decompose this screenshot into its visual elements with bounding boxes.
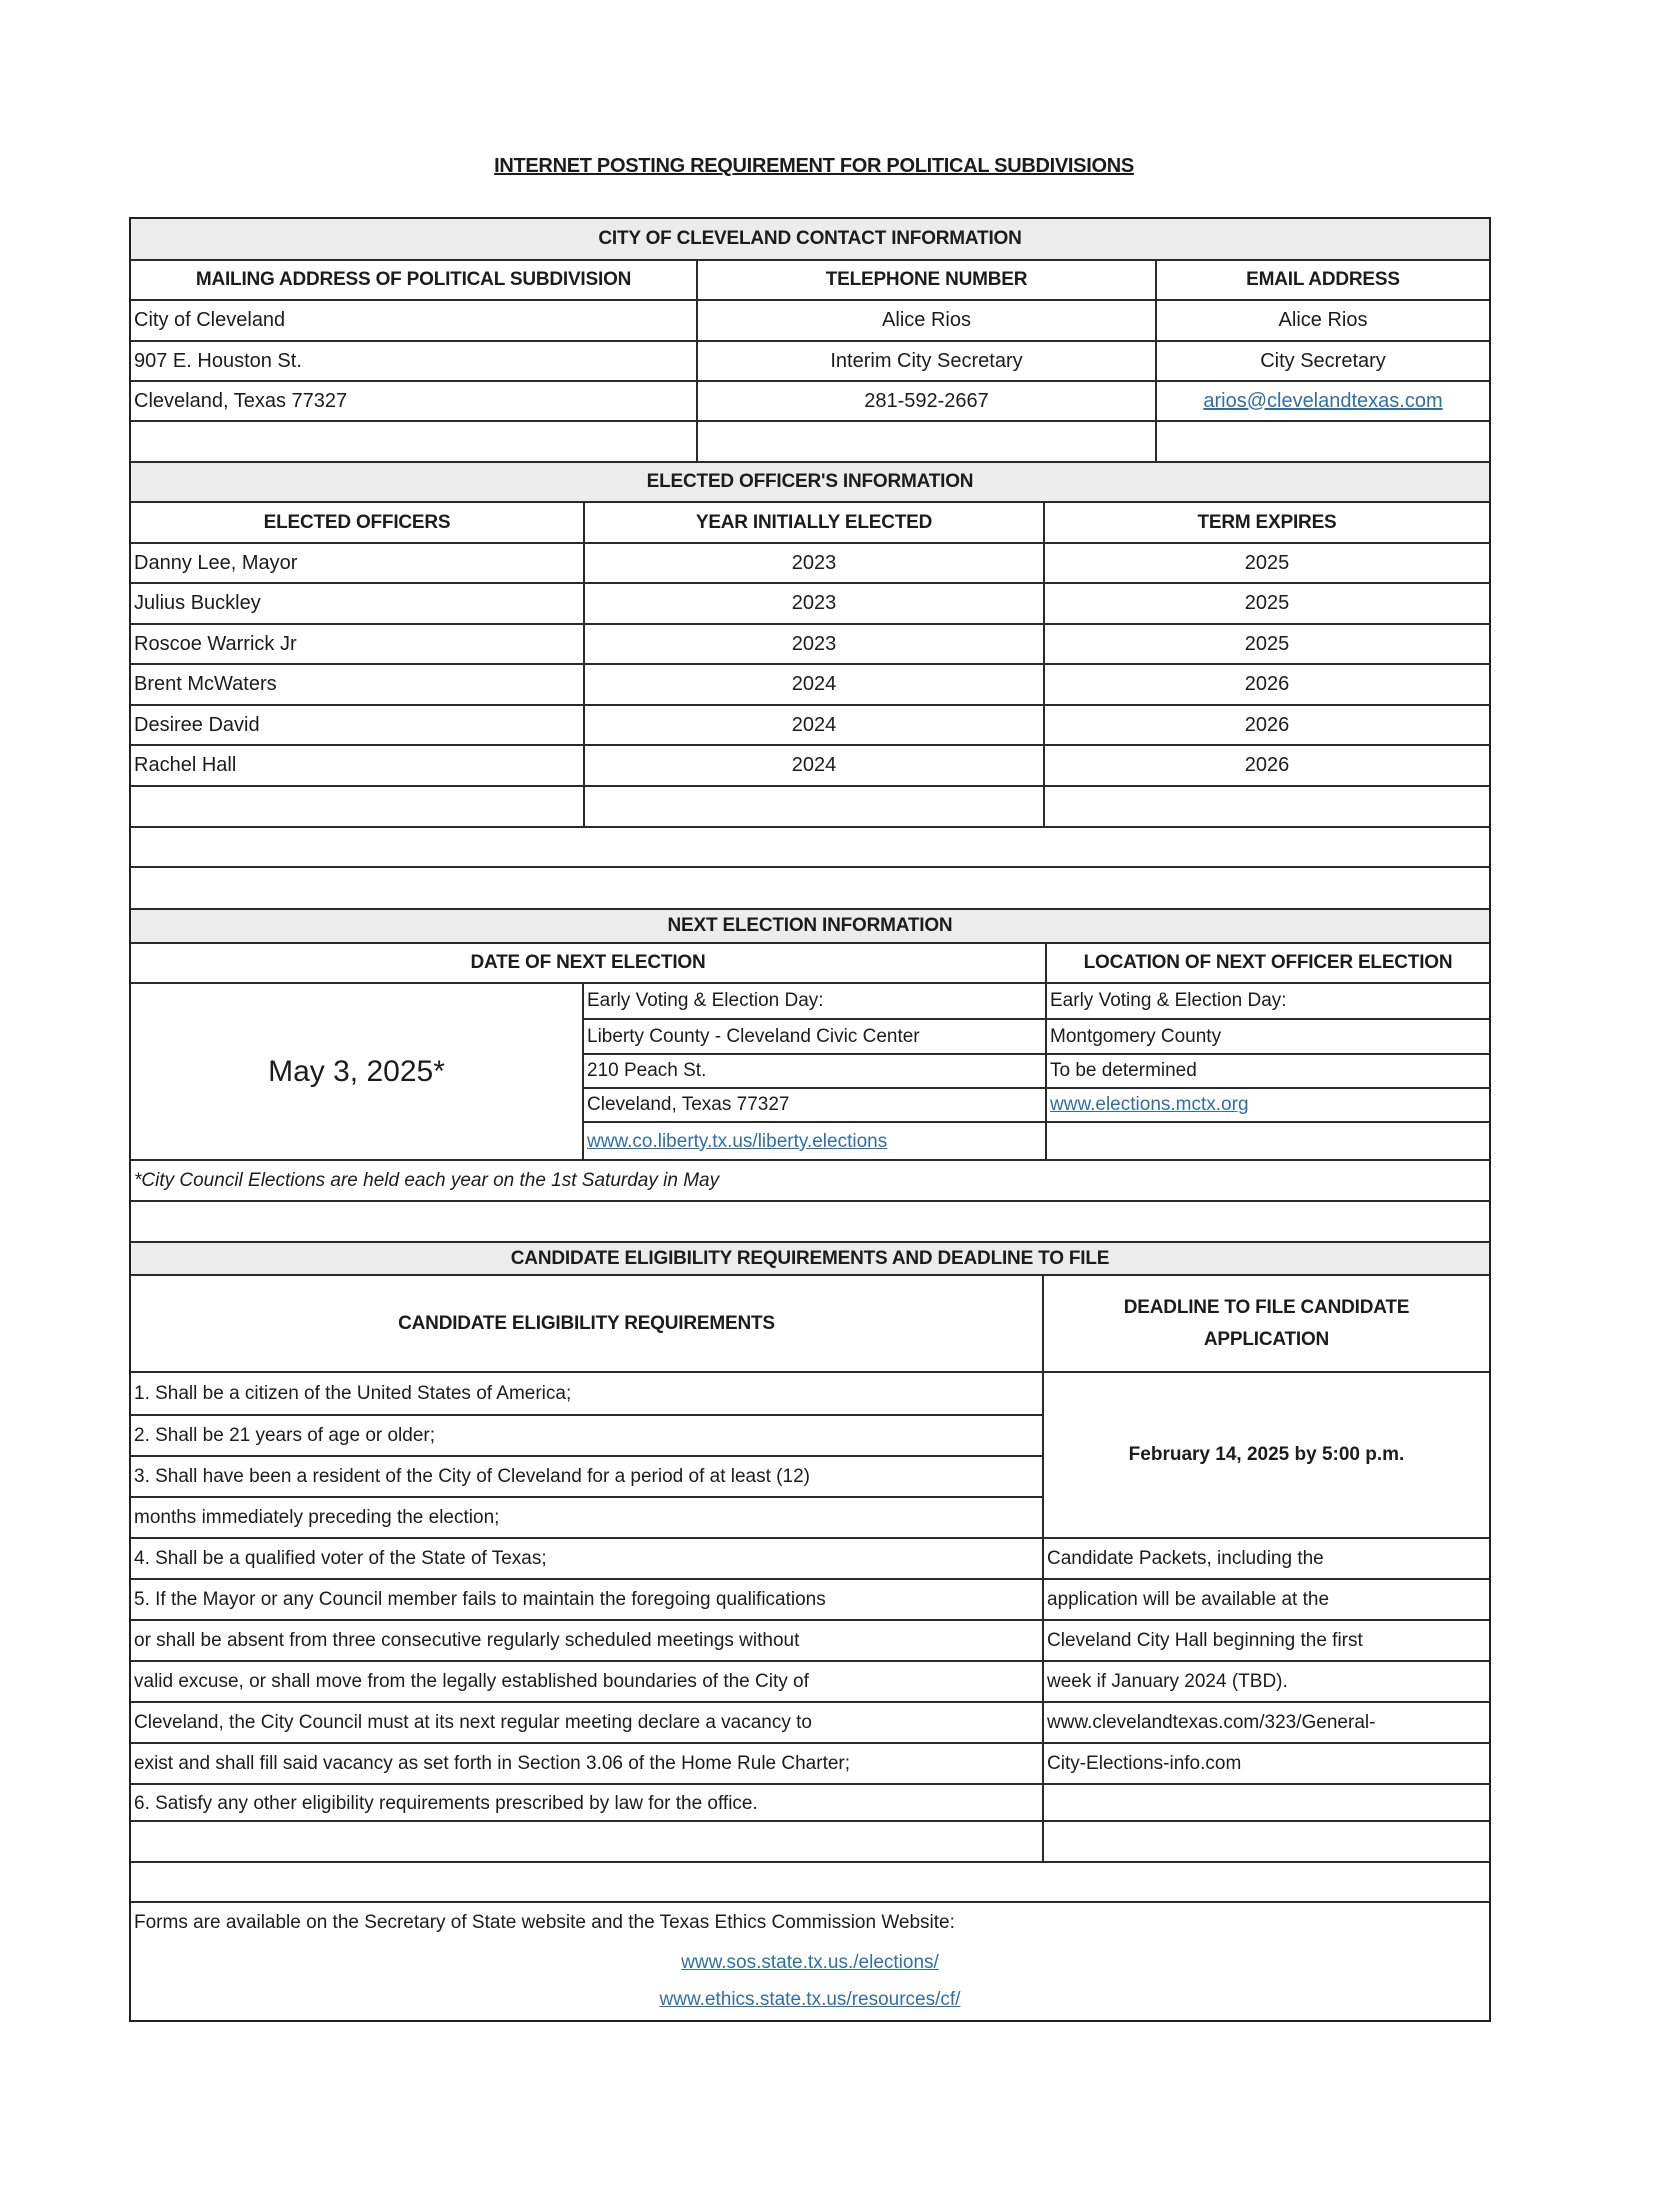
year-elected-header: YEAR INITIALLY ELECTED [583,503,1043,542]
blank-cell [1043,787,1489,826]
requirement-line: 6. Satisfy any other eligibility requirements prescribed by law for the office. [131,1783,1042,1822]
requirement-line: valid excuse, or shall move from the legally established boundaries of the City of [131,1660,1042,1701]
candidate-section-header [131,1241,1489,1274]
requirement-line: 4. Shall be a qualified voter of the State of Texas; [131,1537,1042,1578]
term-expires: 2025 [1043,544,1489,582]
liberty-elections-link[interactable]: www.co.liberty.tx.us/liberty.elections [587,1131,888,1152]
table-row [131,582,1489,623]
contact-name: Alice Rios [696,301,1155,340]
forms-info [131,1901,1489,2020]
elected-officers-header: ELECTED OFFICERS [263,511,451,533]
candidate-column-headers [131,1274,1489,1371]
requirement-line: 5. If the Mayor or any Council member fails to maintain the foregoing qualifications [131,1578,1042,1619]
table-row [131,704,1489,744]
packet-info-line: Cleveland City Hall beginning the first [1044,1619,1489,1660]
election-details [131,982,1489,1159]
spacer-row [131,1200,1489,1241]
term-expires: 2026 [1043,665,1489,704]
table-row [131,744,1489,785]
table-row [131,623,1489,663]
table-row [131,380,1489,420]
officer-name: Julius Buckley [134,592,261,614]
packet-info-line: Candidate Packets, including the [1044,1537,1489,1578]
packet-info-url: City-Elections-info.com [1044,1742,1489,1783]
year-elected: 2023 [583,625,1043,663]
officer-name: Danny Lee, Mayor [134,551,298,574]
requirement-line: 2. Shall be 21 years of age or older; [131,1414,1042,1455]
liberty-line: Liberty County - Cleveland Civic Center [584,1018,1045,1053]
liberty-elections-link-cell [584,1121,1045,1161]
liberty-line: Early Voting & Election Day: [587,990,824,1011]
year-elected: 2024 [583,706,1043,744]
montgomery-elections-link-cell [1047,1087,1489,1121]
telephone-number: 281-592-2667 [696,382,1155,420]
blank-cell [583,787,1043,826]
forms-text: Forms are available on the Secretary of State website and the Texas Ethics Commission Website: [134,1912,955,1933]
year-elected: 2023 [583,544,1043,582]
officers-section-title: ELECTED OFFICER'S INFORMATION [646,471,974,492]
spacer-row [131,866,1489,908]
officer-name: Rachel Hall [134,754,237,776]
mailing-address-header: MAILING ADDRESS OF POLITICAL SUBDIVISION [195,269,632,290]
table-row-blank [131,1820,1489,1861]
table-row-blank [131,420,1489,461]
officer-name: Roscoe Warrick Jr [134,632,297,655]
blank-cell [131,1822,1042,1861]
election-footnote-row [131,1159,1489,1200]
requirements-block [131,1371,1489,1820]
table-row [131,542,1489,582]
filing-deadline: February 14, 2025 by 5:00 p.m. [1128,1444,1405,1465]
requirement-line: 3. Shall have been a resident of the City of Cleveland for a period of at least (12) [131,1455,1042,1496]
email-contact-name: Alice Rios [1155,301,1489,340]
year-elected: 2023 [583,584,1043,623]
spacer-row [131,826,1489,866]
requirement-line: or shall be absent from three consecutive regularly scheduled meetings without [131,1619,1042,1660]
montgomery-line: Early Voting & Election Day: [1050,990,1287,1011]
election-column-headers [131,942,1489,982]
table-row [131,663,1489,704]
contact-column-headers [131,259,1489,299]
montgomery-elections-link[interactable]: www.elections.mctx.org [1050,1094,1249,1115]
blank-cell [1044,1783,1489,1822]
table-row [131,340,1489,380]
year-elected: 2024 [583,665,1043,704]
telephone-header: TELEPHONE NUMBER [696,261,1155,299]
blank-cell [1042,1822,1489,1861]
spacer-row [131,1861,1489,1901]
deadline-header-line: DEADLINE TO FILE CANDIDATE [1123,1296,1410,1318]
election-footnote: *City Council Elections are held each year on the 1st Saturday in May [134,1169,720,1191]
posting-requirements-table [129,217,1491,2022]
election-section-title: NEXT ELECTION INFORMATION [667,915,953,936]
montgomery-line: To be determined [1047,1053,1489,1087]
term-expires-header: TERM EXPIRES [1043,503,1489,542]
montgomery-county-location [1045,984,1489,1159]
date-of-next-election-header: DATE OF NEXT ELECTION [470,952,706,973]
term-expires: 2025 [1043,625,1489,663]
packet-info-line: application will be available at the [1044,1578,1489,1619]
term-expires: 2026 [1043,706,1489,744]
candidate-section-title: CANDIDATE ELIGIBILITY REQUIREMENTS AND DEADLINE TO FILE [510,1247,1110,1269]
deadline-header [1042,1276,1489,1371]
contact-section-header [131,219,1489,259]
year-elected: 2024 [583,746,1043,785]
liberty-county-location [582,984,1045,1159]
email-link[interactable]: arios@clevelandtexas.com [1203,389,1443,412]
table-row [131,299,1489,340]
blank-cell [1155,422,1489,461]
montgomery-line: Montgomery County [1047,1018,1489,1053]
liberty-line: Cleveland, Texas 77327 [584,1087,1045,1121]
email-cell [1155,382,1489,420]
officers-column-headers [131,501,1489,542]
ethics-resources-link[interactable]: www.ethics.state.tx.us/resources/cf/ [659,1989,961,2010]
liberty-line: 210 Peach St. [584,1053,1045,1087]
ethics-link-cell [131,1983,1489,2017]
contact-title: Interim City Secretary [696,342,1155,380]
location-of-next-election-header: LOCATION OF NEXT OFFICER ELECTION [1045,944,1489,982]
blank-cell [1047,1121,1489,1161]
address-line: City of Cleveland [134,309,286,331]
address-line: 907 E. Houston St. [134,349,302,372]
packet-info-url: www.clevelandtexas.com/323/General- [1044,1701,1489,1742]
officers-section-header [131,461,1489,501]
blank-cell [696,422,1155,461]
sos-link-cell [131,1947,1489,1979]
address-line: Cleveland, Texas 77327 [134,389,348,412]
officer-name: Brent McWaters [134,673,277,695]
officer-name: Desiree David [134,713,260,736]
eligibility-requirements-header: CANDIDATE ELIGIBILITY REQUIREMENTS [398,1312,775,1334]
blank-cell [131,422,696,461]
term-expires: 2025 [1043,584,1489,623]
requirements-list [131,1373,1042,1820]
email-contact-title: City Secretary [1155,342,1489,380]
requirement-line: 1. Shall be a citizen of the United States of America; [134,1382,572,1404]
table-row-blank [131,785,1489,826]
term-expires: 2026 [1043,746,1489,785]
next-election-date: May 3, 2025* [268,1054,445,1088]
email-header: EMAIL ADDRESS [1155,261,1489,299]
packet-info-line: week if January 2024 (TBD). [1044,1660,1489,1701]
requirement-line: exist and shall fill said vacancy as set forth in Section 3.06 of the Home Rule Charter; [131,1742,1042,1783]
requirement-line: Cleveland, the City Council must at its next regular meeting declare a vacancy to [131,1701,1042,1742]
sos-elections-link[interactable]: www.sos.state.tx.us./elections/ [681,1952,939,1973]
blank-cell [131,787,583,826]
requirement-line: months immediately preceding the election; [131,1496,1042,1537]
contact-section-title: CITY OF CLEVELAND CONTACT INFORMATION [598,228,1022,249]
deadline-column [1042,1373,1489,1820]
page-title: INTERNET POSTING REQUIREMENT FOR POLITICAL SUBDIVISIONS [494,155,1134,177]
deadline-header-line: APPLICATION [1203,1328,1330,1350]
election-section-header [131,908,1489,942]
